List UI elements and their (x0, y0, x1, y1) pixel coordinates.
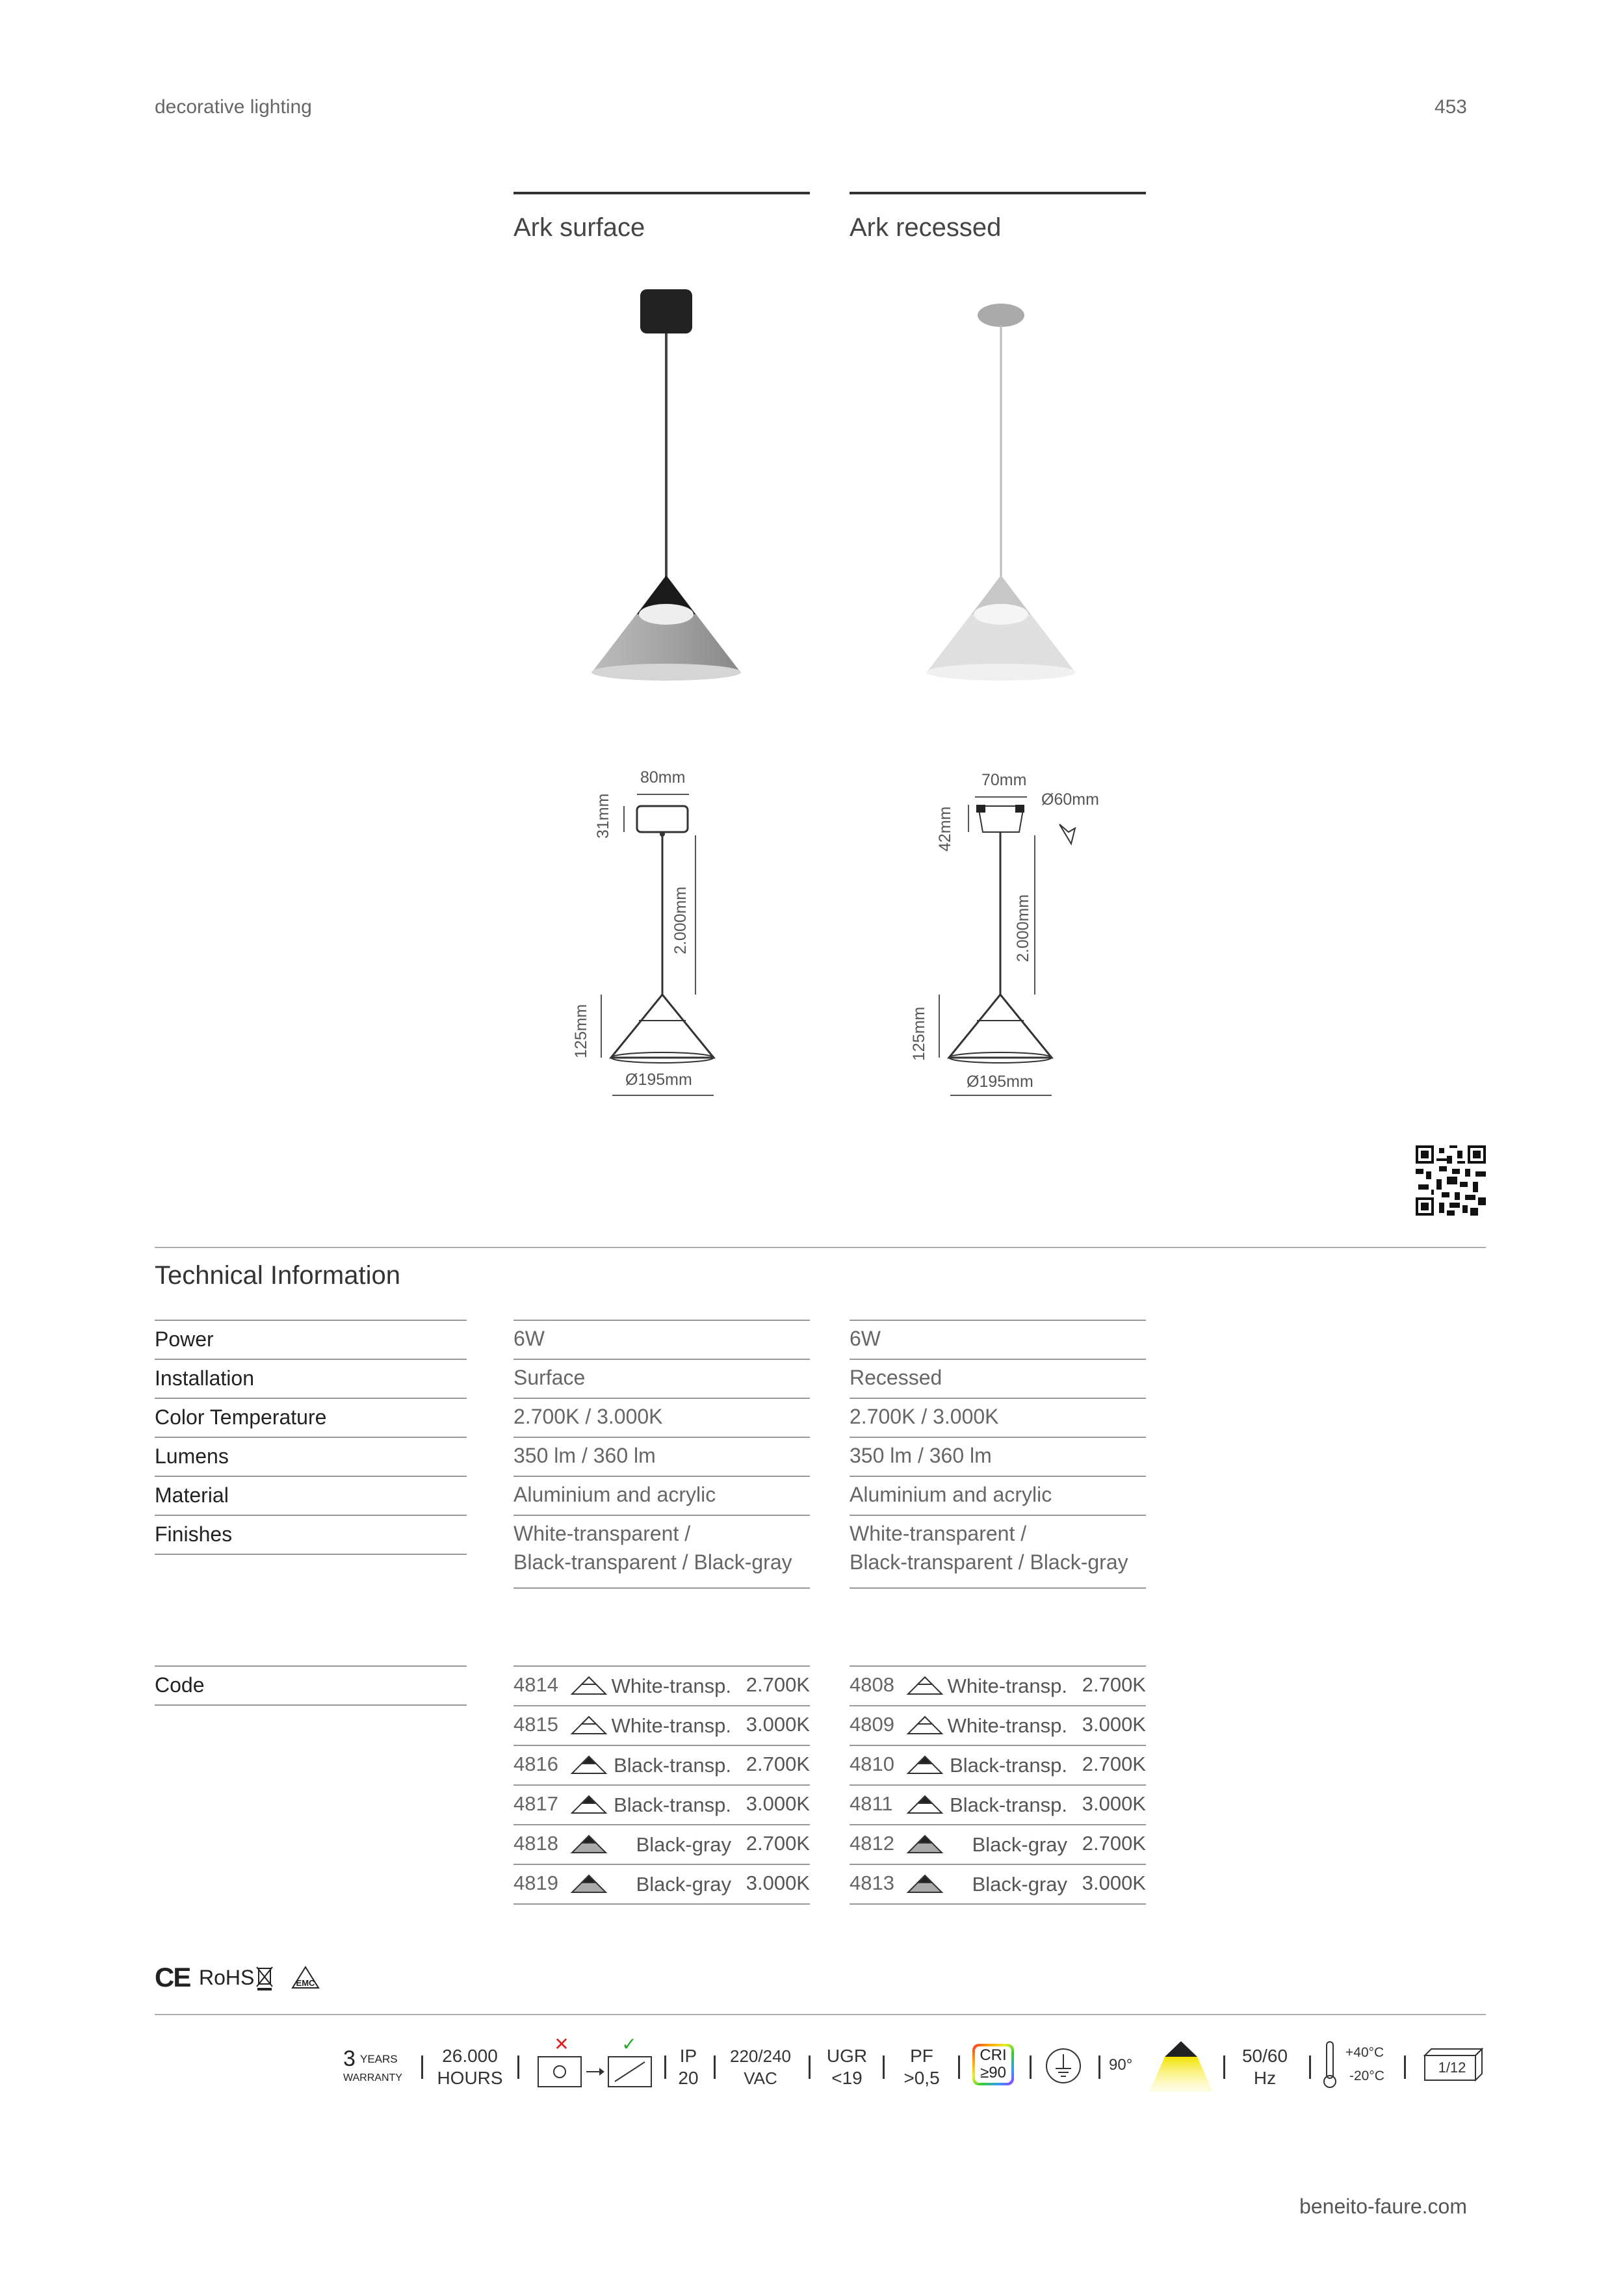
finish-icon (569, 1754, 608, 1776)
ip-label: IP (679, 2046, 697, 2066)
color-temperature: 2.700K (746, 1753, 810, 1775)
separator (1404, 2055, 1406, 2079)
finish-icon (905, 1675, 944, 1697)
product-code: 4816 (513, 1753, 558, 1775)
finish-name: White-transp. (611, 1714, 731, 1737)
ugr-rating (818, 2045, 876, 2089)
spec-value-recessed: Recessed (850, 1366, 942, 1389)
color-temperature: 2.700K (746, 1832, 810, 1855)
table-rule (850, 1476, 1146, 1477)
spec-value-recessed: Aluminium and acrylic (850, 1483, 1052, 1506)
product-code: 4819 (513, 1872, 558, 1894)
product-code: 4815 (513, 1713, 558, 1736)
spec-value-recessed: White-transparent / (850, 1522, 1027, 1545)
product-code: 4811 (850, 1792, 893, 1815)
table-rule (155, 1665, 467, 1667)
product-image-surface (572, 273, 767, 689)
product-code: 4810 (850, 1753, 894, 1775)
finish-icon (569, 1833, 608, 1855)
table-rule (513, 1437, 810, 1438)
separator (1223, 2055, 1225, 2079)
cri-badge (972, 2044, 1014, 2085)
warranty-badge (343, 2046, 408, 2085)
rohs-mark: RoHS (199, 1966, 255, 1989)
spec-label: Material (155, 1483, 229, 1507)
table-rule (155, 1515, 467, 1516)
dim-recessed-shade-diameter: Ø195mm (967, 1073, 1033, 1091)
table-rule (850, 1359, 1146, 1360)
product-code: 4813 (850, 1872, 894, 1894)
spec-label: Color Temperature (155, 1405, 327, 1429)
finish-name: White-transp. (947, 1675, 1067, 1697)
color-temperature: 2.700K (1082, 1753, 1146, 1775)
pf-value: >0,5 (903, 2068, 940, 2088)
separator (1030, 2055, 1032, 2079)
spec-value-recessed: Black-transparent / Black-gray (850, 1550, 1128, 1574)
table-rule (850, 1903, 1146, 1905)
color-temperature: 3.000K (746, 1713, 810, 1736)
svg-text:✓: ✓ (621, 2035, 637, 2054)
column-rule-recessed (850, 192, 1146, 194)
table-rule (513, 1320, 810, 1321)
ce-mark: CE (155, 1962, 190, 1992)
code-label: Code (155, 1673, 205, 1697)
table-rule (513, 1359, 810, 1360)
product-image-recessed (907, 273, 1102, 689)
dim-recessed-shade-height: 125mm (910, 1006, 928, 1061)
ip-value: 20 (678, 2068, 699, 2088)
svg-text:EMC: EMC (296, 1978, 315, 1988)
separator (421, 2055, 423, 2079)
svg-text:✕: ✕ (554, 2035, 569, 2054)
table-rule (513, 1398, 810, 1399)
table-rule (155, 1437, 467, 1438)
thermometer-icon (1322, 2040, 1338, 2089)
separator (1309, 2055, 1311, 2079)
table-rule (155, 1704, 467, 1706)
finish-icon (905, 1833, 944, 1855)
spec-value-surface: Black-transparent / Black-gray (513, 1550, 792, 1574)
hours-unit: HOURS (437, 2068, 503, 2088)
color-temperature: 2.700K (1082, 1673, 1146, 1696)
spec-label: Finishes (155, 1522, 233, 1546)
table-rule (513, 1903, 810, 1905)
lifetime-hours (434, 2045, 506, 2089)
ugr-value: <19 (831, 2068, 863, 2088)
package-quantity: 1/12 (1438, 2059, 1466, 2076)
dim-recessed-cable: 2.000mm (1014, 894, 1032, 962)
table-rule (513, 1665, 810, 1667)
table-rule (850, 1824, 1146, 1825)
finish-name: White-transp. (611, 1675, 731, 1697)
spec-value-surface: 6W (513, 1327, 545, 1350)
table-rule (850, 1665, 1146, 1667)
hours-value: 26.000 (442, 2046, 498, 2066)
spec-value-surface: Aluminium and acrylic (513, 1483, 716, 1506)
table-rule (850, 1864, 1146, 1865)
finish-icon (569, 1675, 608, 1697)
voltage-unit: VAC (744, 2068, 777, 2088)
dim-surface-cable: 2.000mm (671, 886, 690, 954)
beam-angle-icon (1145, 2036, 1217, 2094)
warranty-label: WARRANTY (343, 2072, 402, 2083)
specs-rule (155, 2014, 1486, 2015)
table-rule (513, 1824, 810, 1825)
page-number: 453 (1434, 96, 1467, 118)
cri-value: ≥90 (980, 2064, 1006, 2081)
table-rule (850, 1437, 1146, 1438)
table-rule (155, 1398, 467, 1399)
finish-name: Black-transp. (614, 1794, 731, 1816)
ip-rating (672, 2045, 705, 2089)
finish-name: Black-gray (636, 1833, 731, 1856)
column-rule-surface (513, 192, 810, 194)
product-code: 4808 (850, 1673, 894, 1696)
separator (883, 2055, 885, 2079)
finish-icon (569, 1714, 608, 1736)
finish-name: Black-transp. (950, 1754, 1067, 1777)
voltage (723, 2045, 798, 2089)
table-rule (155, 1359, 467, 1360)
color-temperature: 2.700K (746, 1673, 810, 1696)
finish-name: Black-transp. (614, 1754, 731, 1777)
separator (714, 2055, 716, 2079)
spec-value-surface: 2.700K / 3.000K (513, 1405, 663, 1428)
finish-name: White-transp. (947, 1714, 1067, 1737)
website-link[interactable]: beneito-faure.com (1299, 2195, 1467, 2218)
product-code: 4809 (850, 1713, 894, 1736)
color-temperature: 2.700K (1082, 1832, 1146, 1855)
frequency-value: 50/60 (1241, 2046, 1288, 2066)
qr-code[interactable] (1416, 1145, 1486, 1216)
voltage-value: 220/240 (730, 2046, 791, 2066)
warranty-years-text: YEARS (360, 2053, 398, 2065)
finish-icon (905, 1873, 944, 1895)
dim-surface-width: 80mm (640, 768, 686, 787)
table-rule (155, 1554, 467, 1555)
table-rule (850, 1515, 1146, 1516)
product-code: 4818 (513, 1832, 558, 1855)
finish-icon (905, 1794, 944, 1816)
dimension-drawing-recessed (903, 767, 1111, 1105)
dim-recessed-cutout: Ø60mm (1041, 790, 1099, 809)
cri-label: CRI (980, 2046, 1007, 2064)
weee-icon (253, 1963, 276, 1992)
spec-value-surface: White-transparent / (513, 1522, 691, 1545)
product-code: 4814 (513, 1673, 558, 1696)
beam-angle-value: 90° (1109, 2056, 1133, 2074)
spec-label: Installation (155, 1366, 254, 1390)
table-rule (513, 1784, 810, 1786)
frequency-unit: Hz (1253, 2068, 1277, 2088)
color-temperature: 3.000K (1082, 1872, 1146, 1894)
section-title: decorative lighting (155, 96, 312, 118)
table-rule (513, 1515, 810, 1516)
separator (1098, 2055, 1100, 2079)
table-rule (850, 1784, 1146, 1786)
dim-recessed-width: 70mm (981, 771, 1027, 789)
frequency (1232, 2045, 1297, 2089)
power-factor (892, 2045, 952, 2089)
spec-value-surface: 350 lm / 360 lm (513, 1444, 656, 1467)
spec-value-surface: Surface (513, 1366, 586, 1389)
dim-recessed-height: 42mm (936, 806, 954, 852)
table-rule (513, 1745, 810, 1746)
technical-title: Technical Information (155, 1261, 400, 1290)
table-rule (850, 1398, 1146, 1399)
finish-icon (905, 1714, 944, 1736)
technical-rule (155, 1247, 1486, 1248)
finish-icon (905, 1754, 944, 1776)
product-code: 4817 (513, 1792, 558, 1815)
temp-max: +40°C (1345, 2045, 1384, 2060)
spec-label: Power (155, 1327, 214, 1351)
finish-icon (569, 1873, 608, 1895)
pf-label: PF (910, 2046, 933, 2066)
spec-value-recessed: 350 lm / 360 lm (850, 1444, 992, 1467)
led-replacement-icon (532, 2035, 655, 2089)
dim-surface-height: 31mm (594, 793, 612, 839)
spec-label: Lumens (155, 1444, 229, 1468)
earth-ground-icon (1044, 2046, 1083, 2085)
temp-min: -20°C (1349, 2068, 1384, 2083)
separator (809, 2055, 811, 2079)
table-rule (850, 1705, 1146, 1706)
finish-name: Black-gray (972, 1833, 1067, 1856)
table-rule (513, 1476, 810, 1477)
finish-name: Black-transp. (950, 1794, 1067, 1816)
table-rule (155, 1320, 467, 1321)
column-title-recessed: Ark recessed (850, 213, 1002, 242)
spec-value-recessed: 2.700K / 3.000K (850, 1405, 999, 1428)
table-rule (155, 1476, 467, 1477)
finish-name: Black-gray (636, 1873, 731, 1896)
table-rule (850, 1320, 1146, 1321)
ugr-label: UGR (826, 2046, 868, 2066)
table-rule (513, 1705, 810, 1706)
color-temperature: 3.000K (1082, 1792, 1146, 1815)
emc-icon (290, 1964, 321, 1990)
finish-name: Black-gray (972, 1873, 1067, 1896)
separator (664, 2055, 666, 2079)
table-rule (850, 1587, 1146, 1589)
color-temperature: 3.000K (746, 1792, 810, 1815)
dim-surface-shade-diameter: Ø195mm (625, 1071, 692, 1089)
separator (517, 2055, 519, 2079)
dim-surface-shade-height: 125mm (572, 1004, 590, 1058)
warranty-years-number: 3 (343, 2046, 356, 2071)
table-rule (850, 1745, 1146, 1746)
column-title-surface: Ark surface (513, 213, 645, 242)
finish-icon (569, 1794, 608, 1816)
spec-value-recessed: 6W (850, 1327, 881, 1350)
product-code: 4812 (850, 1832, 894, 1855)
table-rule (513, 1587, 810, 1589)
separator (958, 2055, 960, 2079)
color-temperature: 3.000K (1082, 1713, 1146, 1736)
color-temperature: 3.000K (746, 1872, 810, 1894)
table-rule (513, 1864, 810, 1865)
